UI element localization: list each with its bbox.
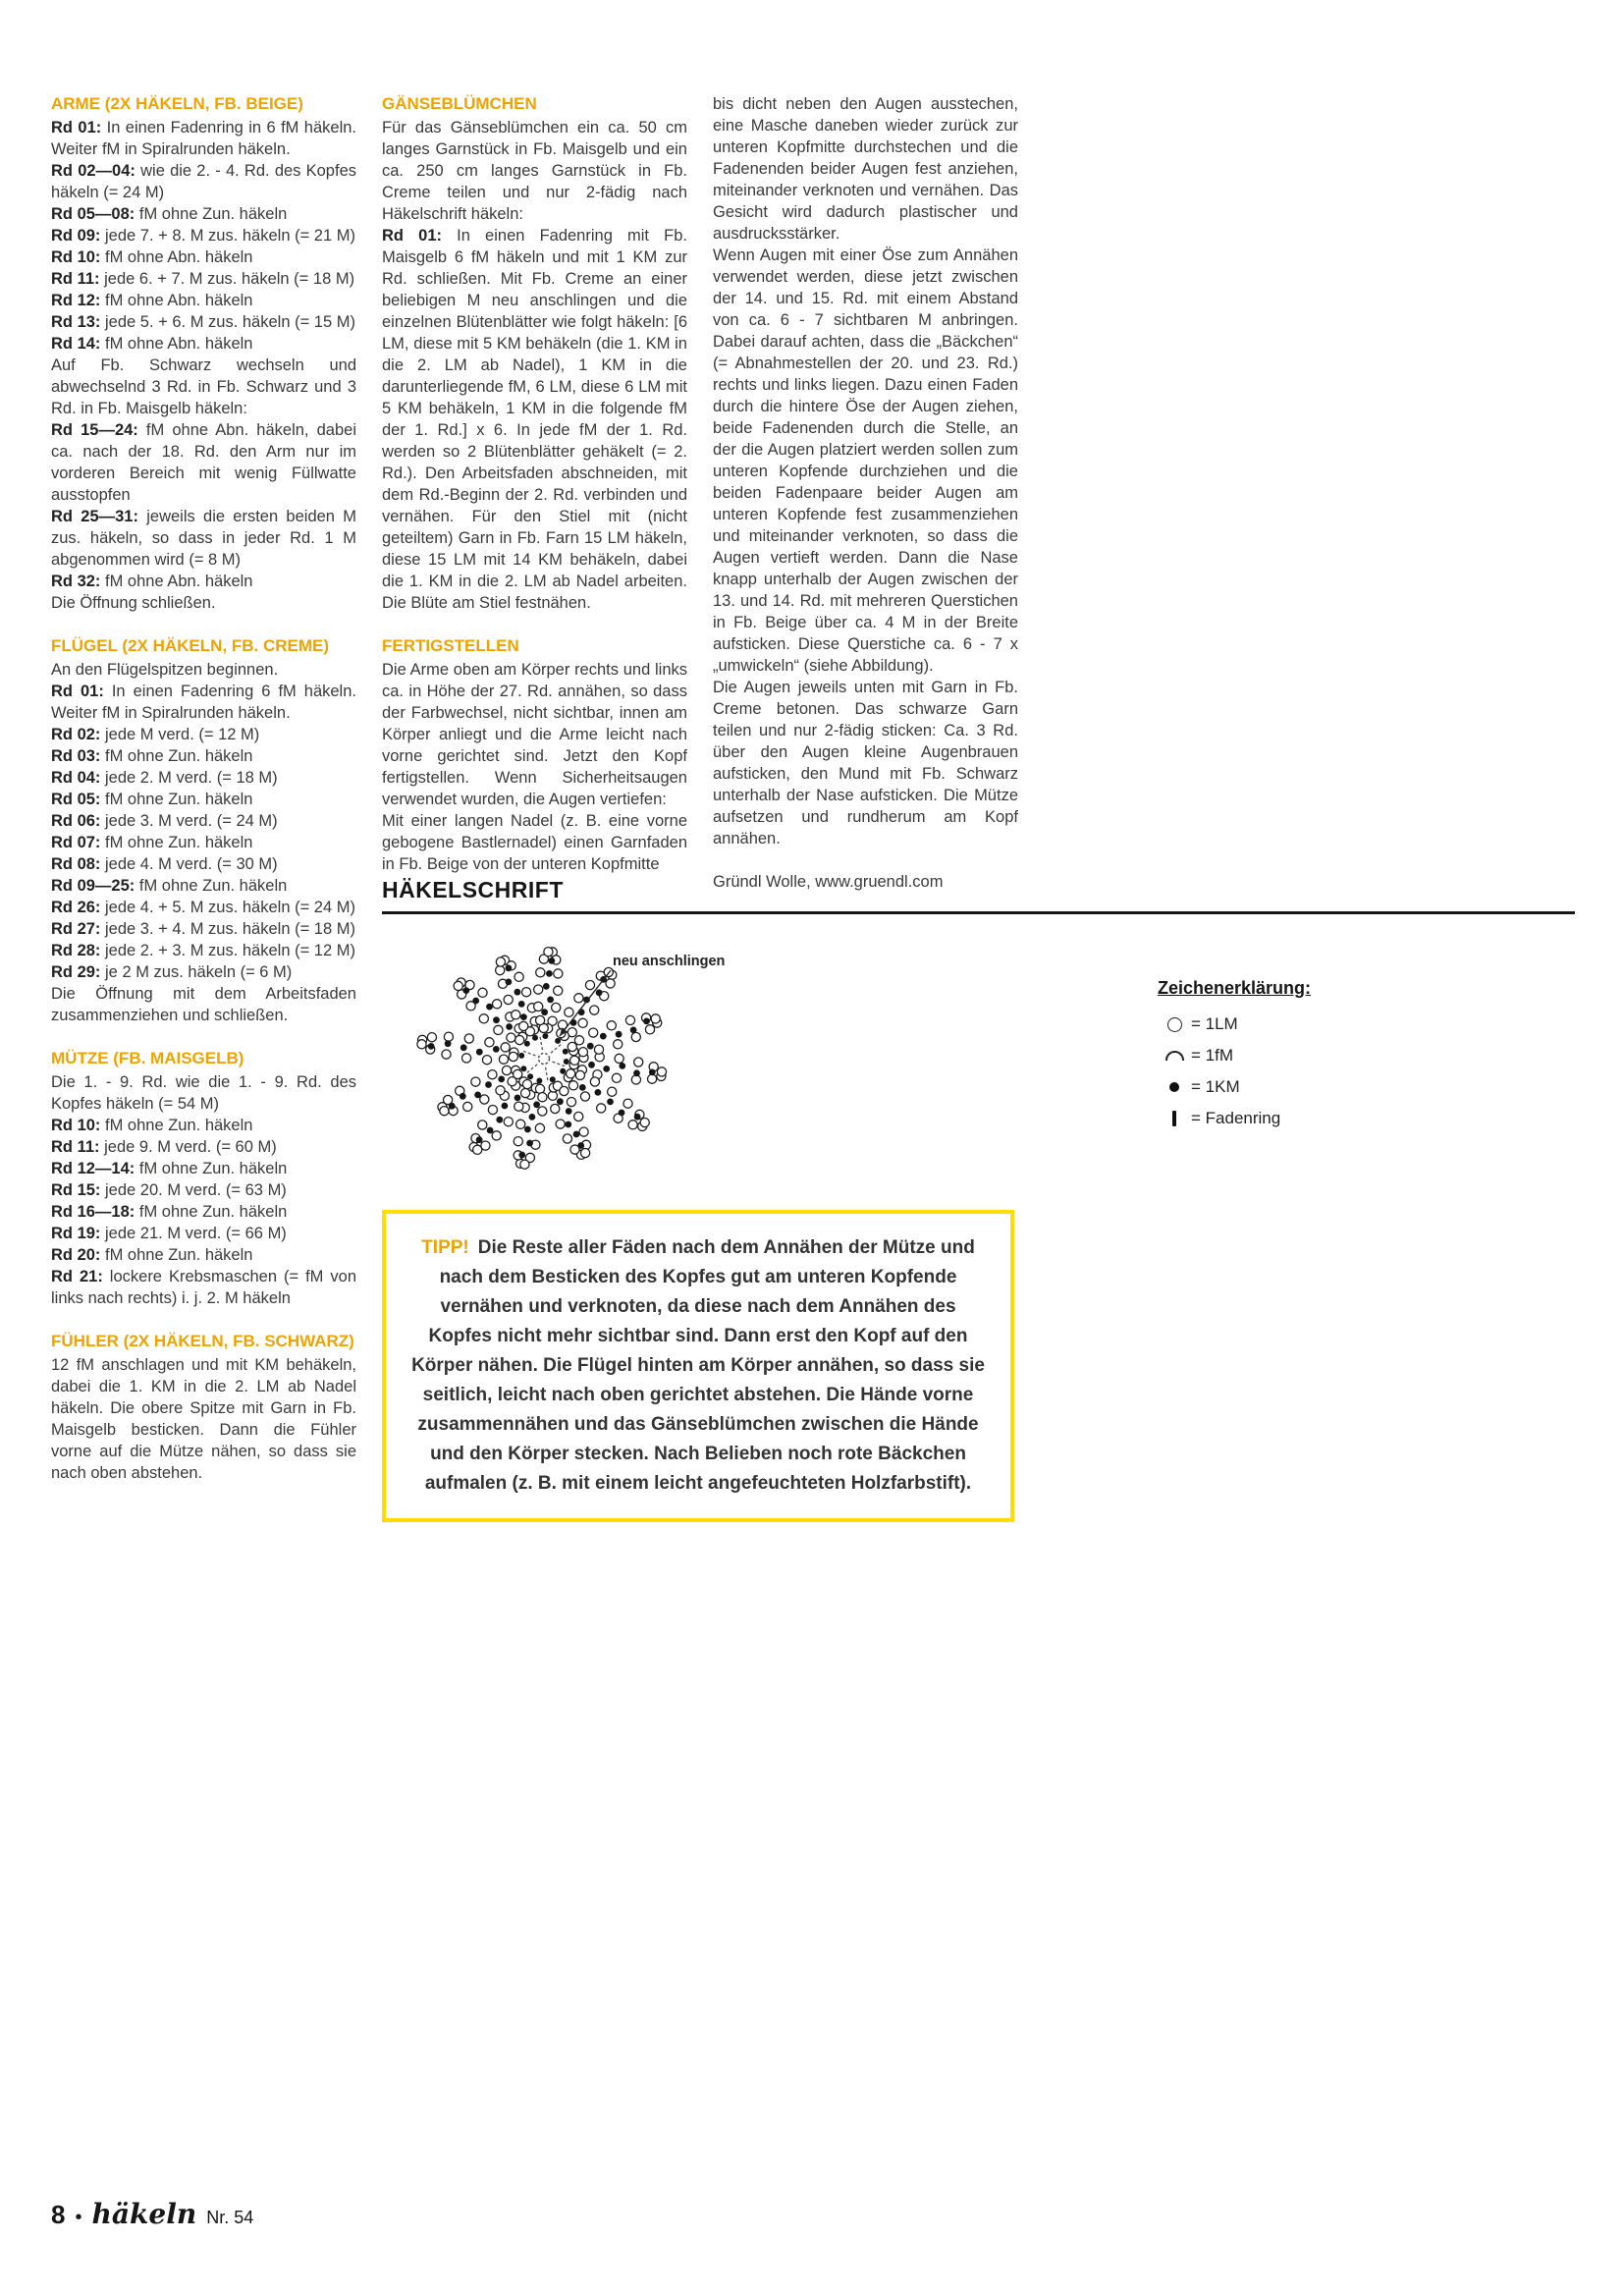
chain-stitch-symbol (501, 1043, 510, 1052)
chain-stitch-symbol (440, 1107, 449, 1116)
chain-stitch-symbol (515, 1036, 524, 1045)
pattern-paragraph: Rd 01: In einen Fadenring 6 fM häkeln. Weiter fM in Spiralrunden häkeln. (51, 683, 356, 722)
pattern-paragraph: Rd 19: jede 21. M verd. (= 66 M) (51, 1225, 287, 1242)
round-label: Rd 16—18: (51, 1203, 139, 1221)
pattern-paragraph: Rd 01: In einen Fadenring in 6 fM häkeln. Weiter fM in Spiralrunden häkeln. (51, 119, 356, 158)
single-crochet-symbol (551, 1044, 563, 1054)
section-heading: GÄNSEBLÜMCHEN (382, 94, 537, 113)
chain-stitch-symbol (625, 1015, 634, 1024)
slip-stitch-symbol (487, 1127, 494, 1134)
round-label: Rd 02: (51, 726, 106, 743)
slip-stitch-symbol (460, 1044, 467, 1051)
chain-stitch-symbol (651, 1014, 660, 1023)
pattern-paragraph: Rd 11: jede 9. M verd. (= 60 M) (51, 1138, 277, 1156)
chain-stitch-symbol (504, 995, 513, 1004)
slip-stitch-symbol (502, 1103, 509, 1110)
pattern-paragraph: Rd 11: jede 6. + 7. M zus. häkeln (= 18 M) (51, 270, 355, 288)
slip-stitch-symbol (587, 1043, 594, 1050)
round-label: Rd 14: (51, 335, 106, 353)
slip-stitch-symbol (476, 1049, 483, 1056)
pattern-paragraph: Rd 05—08: fM ohne Zun. häkeln (51, 205, 288, 223)
page-number: 8 (51, 2200, 66, 2229)
slip-stitch-symbol (428, 1043, 435, 1050)
slip-stitch-symbol (619, 1110, 625, 1117)
slip-stitch-symbol (520, 1013, 527, 1020)
slip-stitch-symbol (476, 1136, 483, 1143)
round-label: Rd 15—24: (51, 421, 146, 439)
chain-stitch-symbol (504, 1118, 513, 1126)
chain-stitch-symbol (589, 1028, 598, 1037)
slip-stitch-symbol (633, 1069, 640, 1076)
slip-stitch-symbol (462, 987, 469, 994)
round-label: Rd 32: (51, 573, 106, 590)
slip-stitch-symbol (619, 1063, 625, 1069)
chain-stitch-symbol (499, 1055, 508, 1064)
chain-stitch-symbol (612, 1073, 621, 1082)
slip-stitch-symbol (506, 964, 513, 971)
slip-stitch-symbol (549, 957, 556, 964)
chain-stitch-symbol (554, 969, 563, 978)
chain-stitch-symbol (493, 1000, 502, 1009)
chain-stitch-symbol (494, 1025, 503, 1034)
slip-stitch-symbol (588, 1062, 595, 1068)
chain-stitch-symbol (488, 1106, 497, 1115)
round-label: Rd 12—14: (51, 1160, 139, 1177)
chain-stitch-symbol (536, 1015, 545, 1024)
chain-stitch-symbol (534, 1002, 543, 1011)
slip-stitch-symbol (546, 970, 553, 977)
slip-stitch-symbol (532, 1035, 538, 1041)
chain-stitch-symbol (522, 988, 531, 997)
chain-stitch-symbol (534, 985, 543, 994)
crochet-chart-area (382, 914, 1575, 1209)
pattern-paragraph: bis dicht neben den Augen ausstechen, eine Masche daneben wieder zurück zur unteren Kopfmitte durchstechen und die Fadenenden beider Augen fest anziehen, miteinander verknoten und vernähen. Das Gesicht wird dadurch plastischer und ausdrucksstärker. (713, 95, 1018, 243)
round-label: Rd 04: (51, 769, 106, 787)
slip-stitch-symbol (595, 1089, 602, 1096)
slip-stitch-symbol (557, 1098, 564, 1105)
chain-stitch-symbol (563, 1134, 571, 1143)
chain-stitch-symbol (568, 1081, 577, 1090)
slip-stitch-symbol (529, 1114, 536, 1121)
slip-stitch-symbol (579, 1084, 586, 1091)
pattern-paragraph: Rd 03: fM ohne Zun. häkeln (51, 747, 253, 765)
chain-stitch-symbol (502, 1066, 511, 1074)
pattern-paragraph: Rd 32: fM ohne Abn. häkeln (51, 573, 253, 590)
chain-stitch-symbol (536, 968, 545, 977)
pattern-paragraph: 12 fM anschlagen und mit KM behäkeln, dabei die 1. KM in die 2. LM ab Nadel häkeln. Die obere Spitze mit Garn in Fb. Maisgelb besticken. Dann die Fühler vorne auf die Mütze nähen, so dass sie nach oben abstehen. (51, 1356, 356, 1482)
pattern-paragraph: Rd 16—18: fM ohne Zun. häkeln (51, 1203, 288, 1221)
legend-title: Zeichenerklärung: (1158, 978, 1312, 998)
legend-symbol (1158, 1051, 1191, 1061)
chain-stitch-symbol (480, 1095, 489, 1104)
chain-stitch-symbol (519, 1021, 528, 1030)
chain-stitch-symbol (631, 1075, 640, 1084)
pattern-paragraph: Rd 12: fM ohne Abn. häkeln (51, 292, 253, 309)
round-label: Rd 11: (51, 1138, 105, 1156)
chain-stitch-symbol (623, 1099, 632, 1108)
chain-stitch-symbol (516, 1120, 525, 1128)
round-label: Rd 28: (51, 942, 106, 959)
slip-stitch-symbol (596, 989, 603, 996)
tip-box (382, 1210, 1014, 1522)
legend-label: = Fadenring (1191, 1109, 1281, 1127)
thread-ring-icon (1172, 1111, 1176, 1126)
pattern-paragraph: Rd 21: lockere Krebsmaschen (= fM von links nach rechts) i. j. 2. M häkeln (51, 1268, 356, 1307)
pattern-paragraph: Rd 26: jede 4. + 5. M zus. häkeln (= 24 M) (51, 899, 355, 916)
chain-stitch-symbol (578, 1048, 587, 1057)
single-crochet-icon (1165, 1051, 1184, 1061)
chain-stitch-symbol (640, 1119, 649, 1127)
slip-stitch-symbol (573, 1131, 580, 1138)
chain-stitch-symbol (634, 1058, 643, 1066)
chain-stitch-symbol (522, 1080, 531, 1089)
slip-stitch-symbol (649, 1069, 656, 1076)
section-heading: MÜTZE (FB. MAISGELB) (51, 1049, 244, 1067)
chain-stitch-symbol (485, 1038, 494, 1047)
round-label: Rd 15: (51, 1181, 106, 1199)
pattern-paragraph: Rd 29: je 2 M zus. häkeln (= 6 M) (51, 963, 293, 981)
pattern-section (382, 635, 687, 875)
slip-stitch-symbol (496, 1117, 503, 1123)
round-label: Rd 19: (51, 1225, 106, 1242)
legend-entry (1158, 1014, 1403, 1034)
pattern-section (713, 93, 1018, 849)
chain-stitch-symbol (492, 1131, 501, 1140)
chain-stitch-symbol (614, 1040, 623, 1049)
slip-stitch-symbol (542, 1033, 548, 1039)
chain-stitch-symbol (473, 1145, 482, 1154)
round-label: Rd 03: (51, 747, 106, 765)
chain-stitch-symbol (556, 1120, 565, 1128)
legend-symbol (1158, 1111, 1191, 1126)
round-label: Rd 05: (51, 791, 106, 808)
legend-label: = 1fM (1191, 1046, 1233, 1065)
chain-stitch-symbol (463, 1102, 472, 1111)
round-label: Rd 01: (51, 119, 107, 137)
pattern-paragraph: Für das Gänseblümchen ein ca. 50 cm langes Garnstück in Fb. Maisgelb und ein ca. 250 cm langes Garnstück in Fb. Creme teilen und nur 2-fädig nach Häkelschrift häkeln: (382, 119, 687, 223)
pattern-paragraph: Die Augen jeweils unten mit Garn in Fb. Creme betonen. Das schwarze Garn teilen und nur 2-fädig sticken: Ca. 3 Rd. über den Augen kleine Augenbrauen aufsticken, den Mund mit Fb. Schwarz unterhalb der Nase aufsticken. Die Mütze aufsetzen und rundherum am Kopf annähen. (713, 679, 1018, 847)
chain-stitch-symbol (520, 1160, 529, 1169)
chain-stitch-symbol (578, 1018, 587, 1027)
chain-stitch-symbol (509, 1052, 517, 1061)
pattern-paragraph: Rd 14: fM ohne Abn. häkeln (51, 335, 253, 353)
slip-stitch-symbol (603, 1066, 610, 1072)
page-footer (51, 2198, 253, 2230)
magazine-name: häkeln (91, 2198, 197, 2230)
pattern-paragraph: Die Öffnung mit dem Arbeitsfaden zusammenziehen und schließen. (51, 985, 356, 1024)
round-label: Rd 06: (51, 812, 106, 830)
slip-stitch-symbol (514, 1095, 521, 1102)
pattern-paragraph: An den Flügelspitzen beginnen. (51, 661, 279, 679)
pattern-paragraph: Rd 10: fM ohne Abn. häkeln (51, 248, 253, 266)
pattern-paragraph: Rd 04: jede 2. M verd. (= 18 M) (51, 769, 278, 787)
pattern-paragraph: Gründl Wolle, www.gruendl.com (713, 873, 944, 891)
slip-stitch-symbol (616, 1031, 623, 1038)
chain-stitch-symbol (570, 1056, 579, 1065)
round-label: Rd 27: (51, 920, 106, 938)
chain-stitch-symbol (585, 981, 594, 990)
slip-stitch-symbol (577, 1142, 584, 1149)
pattern-paragraph: Rd 27: jede 3. + 4. M zus. häkeln (= 18 M) (51, 920, 355, 938)
slip-stitch-symbol (634, 1114, 641, 1121)
slip-stitch-symbol (498, 1076, 505, 1083)
pattern-paragraph: Wenn Augen mit einer Öse zum Annähen verwendet werden, diese jetzt zwischen der 14. und 15. Rd. mit einem Abstand von ca. 6 - 7 sichtbaren M anbringen. Dabei darauf achten, dass die „Bäckchen“ (= Abnahmestellen der 20. und 23. Rd.) rechts und links liegen. Dazu einen Faden durch die hintere Öse der Augen ziehen, beide Fadenenden durch die Stelle, an der die Augen platziert werden sollen zum unteren Kopfende durchziehen und die beiden Fadenpaare beider Augen am unteren Kopfende fest zusammenziehen und miteinander verknoten, so dass die Augen vertieft werden. Dann die Nase knapp unterhalb der Augen zwischen der 13. und 14. Rd. mit mehreren Querstichen in Fb. Beige über ca. 4 M in der Breite aufsticken. Diese Querstiche ca. 6 - 7 x „umwickeln“ (siehe Abbildung). (713, 246, 1018, 675)
round-label: Rd 08: (51, 855, 106, 873)
slip-stitch-symbol (493, 1016, 500, 1023)
pattern-paragraph: Rd 12—14: fM ohne Zun. häkeln (51, 1160, 288, 1177)
pattern-paragraph: Rd 09: jede 7. + 8. M zus. häkeln (= 21 M) (51, 227, 355, 245)
chain-stitch-symbol (574, 1112, 583, 1121)
slip-stitch-symbol (518, 1001, 525, 1008)
pattern-paragraph: Rd 07: fM ohne Zun. häkeln (51, 834, 253, 851)
single-crochet-symbol (546, 1067, 549, 1082)
chain-stitch-symbol (478, 1121, 487, 1129)
chain-stitch-symbol (628, 1121, 637, 1129)
slip-stitch-symbol (566, 1108, 572, 1115)
pattern-paragraph: Rd 09—25: fM ohne Zun. häkeln (51, 877, 288, 895)
round-label: Rd 25—31: (51, 508, 147, 525)
chain-stitch-symbol (535, 1123, 544, 1132)
legend-entries (1158, 1014, 1403, 1128)
chain-stitch-symbol (554, 986, 563, 995)
tip-label: TIPP! (421, 1237, 469, 1258)
slip-stitch-symbol (560, 1068, 566, 1074)
slip-stitch-symbol (550, 1076, 556, 1082)
section-heading: ARME (2X HÄKELN, FB. BEIGE) (51, 94, 303, 113)
single-crochet-symbol (540, 1035, 543, 1050)
chain-stitch-symbol (544, 948, 553, 957)
round-label: Rd 05—08: (51, 205, 139, 223)
chain-stitch-symbol (657, 1067, 666, 1076)
slip-stitch-symbol (526, 1140, 533, 1147)
column-right (713, 93, 1018, 914)
pattern-paragraph: Rd 20: fM ohne Zun. häkeln (51, 1246, 253, 1264)
slip-stitch-symbol (527, 1073, 533, 1079)
issue-number: Nr. 54 (206, 2208, 254, 2227)
slip-stitch-symbol (445, 1040, 452, 1047)
chain-stitch-symbol (464, 1034, 473, 1043)
thread-ring-symbol (539, 1054, 550, 1065)
chain-stitch-symbol (551, 1104, 560, 1113)
chain-stitch-symbol (567, 1069, 575, 1078)
chain-stitch-symbol (507, 1033, 515, 1042)
chart-legend (1158, 978, 1403, 1140)
slip-stitch-symbol (536, 1078, 542, 1084)
slip-stitch-symbol (486, 1004, 493, 1011)
chain-stitch-symbol (427, 1033, 436, 1042)
chain-stitch-symbol (594, 1045, 603, 1054)
round-label: Rd 29: (51, 963, 106, 981)
pattern-paragraph: Auf Fb. Schwarz wechseln und abwechselnd 3 Rd. in Fb. Schwarz und 3 Rd. in Fb. Maisgelb häkeln: (51, 356, 356, 417)
chain-stitch-symbol (442, 1050, 451, 1059)
pattern-paragraph: Rd 10: fM ohne Zun. häkeln (51, 1117, 253, 1134)
chain-stitch-symbol (580, 1092, 589, 1101)
slip-stitch-symbol (506, 979, 513, 986)
chain-stitch-symbol (574, 994, 583, 1003)
legend-label: = 1LM (1191, 1014, 1238, 1033)
slip-stitch-symbol (485, 1081, 492, 1088)
slip-stitch-symbol (564, 1059, 569, 1065)
round-label: Rd 26: (51, 899, 106, 916)
chain-stitch-symbol (514, 972, 523, 981)
chain-stitch-symbol (471, 1077, 480, 1086)
pattern-paragraph: Die 1. - 9. Rd. wie die 1. - 9. Rd. des Kopfes häkeln (= 54 M) (51, 1073, 356, 1113)
slip-stitch-symbol (518, 1053, 524, 1059)
round-label: Rd 09—25: (51, 877, 139, 895)
haekelschrift-title: HÄKELSCHRIFT (382, 877, 564, 902)
slip-stitch-icon (1169, 1082, 1179, 1092)
pattern-paragraph: Rd 15: jede 20. M verd. (= 63 M) (51, 1181, 287, 1199)
chain-stitch-symbol (538, 1107, 547, 1116)
round-label: Rd 13: (51, 313, 106, 331)
slip-stitch-symbol (460, 1093, 466, 1100)
chain-stitch-symbol (648, 1074, 657, 1083)
slip-stitch-symbol (533, 1101, 540, 1108)
pattern-paragraph: Rd 13: jede 5. + 6. M zus. häkeln (= 15 M) (51, 313, 355, 331)
chain-stitch-symbol (454, 981, 462, 990)
chain-stitch-symbol (512, 1011, 520, 1019)
pattern-paragraph: Rd 06: jede 3. M verd. (= 24 M) (51, 812, 278, 830)
column-left (51, 93, 356, 1505)
chain-stitch-symbol (579, 1127, 588, 1136)
tip-body: Die Reste aller Fäden nach dem Annähen der Mütze und nach dem Besticken des Kopfes gut am unteren Kopfende vernähen und verknoten, da diese nach dem Annähen des Kopfes nicht mehr sichtbar sind. Dann erst den Kopf auf den Körper nähen. Die Flügel hinten am Körper annähen, so dass sie seitlich, leicht nach oben gerichtet abstehen. Die Hände vorne zusammennähen und das Gänseblümchen zwischen die Hände und den Körper stecken. Nach Belieben noch rote Bäckchen aufmalen (z. B. mit einem leicht angefeuchteten Holzfarbstift). (411, 1237, 985, 1494)
footer-separator: • (75, 2207, 82, 2228)
pattern-paragraph: Rd 15—24: fM ohne Abn. häkeln, dabei ca. nach der 18. Rd. den Arm nur im vorderen Bereich mit wenig Füllwatte ausstopfen (51, 421, 356, 504)
chain-stitch-symbol (508, 1077, 516, 1086)
round-label: Rd 01: (382, 227, 458, 245)
chain-stitch-symbol (521, 1089, 530, 1098)
legend-entry (1158, 1109, 1403, 1128)
chain-stitch-symbol (581, 1149, 590, 1158)
slip-stitch-symbol (449, 1103, 456, 1110)
chain-stitch-symbol (496, 1086, 505, 1095)
section-heading: FÜHLER (2X HÄKELN, FB. SCHWARZ) (51, 1332, 354, 1350)
pattern-paragraph: Mit einer langen Nadel (z. B. eine vorne gebogene Bastlernadel) einen Garnfaden in Fb. Beige von der unteren Kopfmitte (382, 812, 687, 873)
slip-stitch-symbol (520, 1066, 526, 1071)
slip-stitch-symbol (493, 1046, 500, 1053)
pattern-paragraph: Rd 08: jede 4. M verd. (= 30 M) (51, 855, 278, 873)
round-label: Rd 02—04: (51, 162, 141, 180)
chart-annotation: neu anschlingen (613, 954, 726, 969)
slip-stitch-symbol (474, 1092, 481, 1099)
pattern-paragraph: Rd 05: fM ohne Zun. häkeln (51, 791, 253, 808)
round-label: Rd 12: (51, 292, 106, 309)
legend-symbol (1158, 1082, 1191, 1092)
pattern-paragraph: Rd 25—31: jeweils die ersten beiden M zus. häkeln, so dass in jeder Rd. 1 M abgenommen wird (= 8 M) (51, 508, 356, 569)
slip-stitch-symbol (607, 1099, 614, 1106)
chain-stitch-symbol (608, 1087, 617, 1096)
round-label: Rd 01: (51, 683, 112, 700)
chain-stitch-symbol (645, 1025, 654, 1034)
slip-stitch-symbol (600, 1033, 607, 1040)
section-heading: FERTIGSTELLEN (382, 636, 519, 655)
pattern-section (51, 1331, 356, 1484)
chain-stitch-icon (1167, 1017, 1182, 1032)
slip-stitch-symbol (543, 983, 550, 990)
chain-stitch-symbol (568, 1042, 576, 1051)
round-label: Rd 10: (51, 248, 106, 266)
chain-stitch-symbol (514, 1102, 523, 1111)
chain-stitch-symbol (552, 1003, 561, 1011)
pattern-paragraph: Rd 02: jede M verd. (= 12 M) (51, 726, 260, 743)
pattern-section (51, 1048, 356, 1309)
round-label: Rd 10: (51, 1117, 106, 1134)
legend-label: = 1KM (1191, 1077, 1240, 1096)
slip-stitch-symbol (514, 989, 521, 996)
chain-stitch-symbol (496, 966, 505, 975)
slip-stitch-symbol (630, 1027, 637, 1034)
chain-stitch-symbol (575, 1070, 584, 1079)
round-label: Rd 07: (51, 834, 106, 851)
slip-stitch-symbol (555, 1038, 561, 1044)
slip-stitch-symbol (643, 1018, 650, 1025)
chain-stitch-symbol (607, 1021, 616, 1030)
chain-stitch-symbol (479, 1014, 488, 1023)
column-middle (382, 93, 687, 897)
slip-stitch-symbol (524, 1041, 530, 1047)
round-label: Rd 09: (51, 227, 106, 245)
chain-stitch-symbol (488, 1070, 497, 1079)
section-heading: FLÜGEL (2X HÄKELN, FB. CREME) (51, 636, 330, 655)
single-crochet-symbol (526, 1065, 538, 1074)
legend-entry (1158, 1077, 1403, 1097)
pattern-section (382, 93, 687, 614)
chain-stitch-symbol (606, 979, 615, 988)
pattern-paragraph: Rd 28: jede 2. + 3. M zus. häkeln (= 12 M) (51, 942, 355, 959)
chain-stitch-symbol (574, 1036, 583, 1045)
chain-stitch-symbol (590, 1006, 599, 1014)
slip-stitch-symbol (547, 997, 554, 1004)
chain-stitch-symbol (615, 1054, 623, 1063)
round-label: Rd 20: (51, 1246, 106, 1264)
chain-stitch-symbol (631, 1032, 640, 1041)
slip-stitch-symbol (506, 1023, 513, 1030)
legend-symbol (1158, 1017, 1191, 1032)
round-label: Rd 21: (51, 1268, 110, 1285)
slip-stitch-symbol (472, 998, 479, 1005)
chain-stitch-symbol (560, 1086, 568, 1095)
chain-stitch-symbol (496, 957, 505, 966)
legend-entry (1158, 1046, 1403, 1066)
pattern-paragraph: Rd 02—04: wie die 2. - 4. Rd. des Kopfes häkeln (= 24 M) (51, 162, 356, 201)
pattern-paragraph: Die Arme oben am Körper rechts und links ca. in Höhe der 27. Rd. annähen, so dass der Farbwechsel, nicht sichtbar, innen am Körper anliegt und die Arme leicht nach vorne gerichtet sind. Jetzt den Kopf fertigstellen. Wenn Sicherheitsaugen verwendet wurden, die Augen vertiefen: (382, 661, 687, 808)
chain-stitch-symbol (444, 1032, 453, 1041)
chain-stitch-symbol (565, 1008, 573, 1016)
round-label: Rd 11: (51, 270, 105, 288)
tip-text (411, 1233, 985, 1499)
haekelschrift-section (382, 877, 1575, 1209)
chain-stitch-symbol (597, 1104, 606, 1113)
chain-stitch-symbol (478, 988, 487, 997)
slip-stitch-symbol (518, 1152, 525, 1159)
pattern-section (51, 635, 356, 1026)
chain-stitch-symbol (538, 1093, 547, 1102)
pattern-paragraph: Die Öffnung schließen. (51, 594, 216, 612)
chain-stitch-symbol (417, 1040, 426, 1049)
chain-stitch-symbol (567, 1098, 575, 1107)
pattern-paragraph: Rd 01: In einen Fadenring mit Fb. Maisgelb 6 fM häkeln und mit 1 KM zur Rd. schließen. Mit Fb. Creme an einer beliebigen M neu anschlingen und die einzelnen Blütenblätter wie folgt häkeln: [6 LM, diese mit 5 KM behäkeln (die 1. KM in die 2. LM ab Nadel), 1 KM in die darunterliegende fM, 6 LM, diese 6 LM mit 5 KM behäkeln, 1 KM in die folgende fM der 1. Rd.] x 6. In jede fM der 1. Rd. werden so 2 Blütenblätter gehäkelt (= 2. Rd.). Den Arbeitsfaden abschneiden, mit dem Rd.-Beginn der 2. Rd. verbinden und vernähen. Für den Stiel mit (nicht geteiltem) Garn in Fb. Farn 15 LM häkeln, diese 15 LM mit 14 KM behäkeln, dabei die 1. KM in die 2. LM ab Nadel arbeiten. Die Blüte am Stiel festnähen. (382, 227, 687, 612)
chain-stitch-symbol (590, 1077, 599, 1086)
chain-stitch-symbol (462, 1054, 471, 1063)
slip-stitch-symbol (563, 1049, 568, 1055)
slip-stitch-symbol (524, 1126, 531, 1133)
chain-stitch-symbol (482, 1056, 491, 1065)
slip-stitch-symbol (541, 1009, 548, 1015)
slip-stitch-symbol (565, 1121, 571, 1128)
chain-stitch-symbol (514, 1137, 522, 1146)
pattern-section (51, 93, 356, 614)
